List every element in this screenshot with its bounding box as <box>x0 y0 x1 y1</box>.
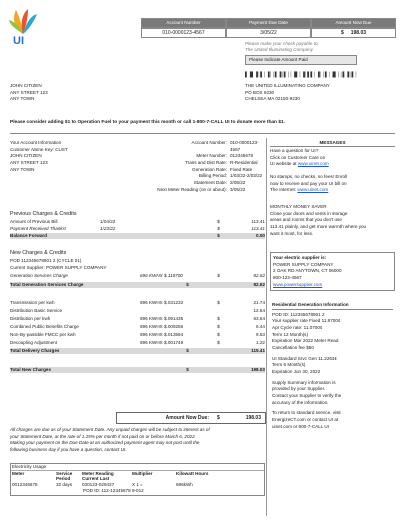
row-currency: $ <box>186 367 189 372</box>
column-divider <box>266 138 267 516</box>
usage-header-row <box>11 471 264 482</box>
field-label: Meter Number: <box>196 153 227 159</box>
message-line: areas and rooms that you don't use <box>270 217 342 223</box>
row-qty <box>140 308 192 314</box>
remit-box: PO BOX 9230 <box>245 89 275 95</box>
info-line: Apr Cycle rate: 11.0700¢ <box>272 324 323 330</box>
late-payment-disclaimer <box>10 427 265 454</box>
current-supplier-line: Current Supplier: POWER SUPPLY COMPANY <box>10 265 107 270</box>
message-line: UI website at <box>270 161 297 167</box>
disclaimer-line: following business day if you have a question, contact UI. <box>10 446 127 452</box>
row-qty: 696 KWHX $.009256 <box>140 324 184 329</box>
info-line: Term 12 Month(s) <box>272 331 308 337</box>
operation-fuel-note: Please consider adding $1 to Operation Fuel to your payment this month or call 1-800-7-CALL UI to donate more than $1. <box>10 120 285 125</box>
info-line: POD ID: 112345678901 2 <box>272 311 325 317</box>
field-row <box>70 180 265 187</box>
indicate-amount-paid-field[interactable]: Please Indicate Amount Paid <box>245 55 357 65</box>
field-value: 012345678 <box>230 153 253 159</box>
info-line: uinet.com or 800-7-CALL UI <box>272 423 330 429</box>
total-generation-row <box>10 282 265 288</box>
info-line: Your supplier rate Fixed 11.8700¢ <box>272 318 341 324</box>
field-row <box>70 167 265 174</box>
amount-now-due-box <box>116 412 266 424</box>
usage-pod-line: POD ID: 112-12345678 9-012 <box>83 487 144 493</box>
field-label: Billing Period: <box>198 173 227 179</box>
message-paperless <box>270 174 395 194</box>
residential-title: Residential Generation Information <box>272 302 393 310</box>
barcode: ▌▐▌▐│▌│▐││▌▐│▌││▐▌│▐│▌▌│▐││▌│▐▌││▌▐│▌│ <box>245 72 358 78</box>
row-currency: $ <box>186 348 189 353</box>
account-number-value: 010-0000123-4567 <box>141 28 226 38</box>
uinet-link[interactable]: www.uinet.com <box>297 161 329 167</box>
row-label: Transmission per kwh <box>10 300 55 305</box>
row-label: Distribution per kwh <box>10 316 51 321</box>
amount-due-label: Amount Now Due: <box>165 415 209 421</box>
row-currency: $ <box>217 219 220 224</box>
field-row <box>70 187 265 194</box>
tear-line <box>10 133 395 134</box>
table-row <box>10 219 265 225</box>
row-currency <box>192 308 245 314</box>
disclaimer-line: your Statement Date, at the rate of 1.25% per month if not paid on or before March 6, 2022. <box>10 433 196 439</box>
customer-name: JOHN CITIZEN <box>10 83 42 88</box>
usage-meter: 0012345678 <box>12 482 38 488</box>
info-line: Expiration Mar 2022 Meter Read <box>272 338 339 344</box>
row-currency: $ <box>217 300 220 305</box>
row-label: Amount of Previous Bill <box>10 219 58 224</box>
total-delivery-row <box>10 348 265 354</box>
electricity-usage-table <box>10 463 265 496</box>
usage-col-period: Service Period <box>56 470 73 482</box>
info-line: Cancellation fee $50 <box>272 344 314 350</box>
usage-kwh: 696kWh <box>176 482 193 488</box>
messages-title: MESSAGES <box>270 140 395 147</box>
pod-line: POD 112345678901 2 (CYCLE 01) <box>10 258 82 263</box>
account-customer-name: JOHN CITIZEN <box>10 153 42 159</box>
info-line: Term 6 Month(s) <box>272 362 306 368</box>
field-label: Account Number: <box>191 140 227 145</box>
table-row <box>10 340 265 346</box>
account-info-title: Your Account Information <box>10 140 62 145</box>
usage-title: Electricity Usage <box>11 464 264 471</box>
message-money-saver <box>270 204 395 237</box>
field-value: 010-0000123-4567 <box>230 140 259 152</box>
row-currency: $ <box>217 226 220 231</box>
remit-city: CHELSEA MA 02150-9230 <box>245 96 300 102</box>
row-amount: 1.22 <box>256 340 265 345</box>
row-currency: $ <box>186 282 189 287</box>
payable-note-text: Please make your check payable to: <box>245 41 319 46</box>
usage-col-kwh: Kilowatt Hours <box>176 470 209 476</box>
message-line: now to receive and pay your UI bill on <box>270 180 347 186</box>
table-row <box>10 324 265 330</box>
amount-due-total: 198.03 <box>245 415 261 421</box>
disclaimer-line: Making your payment on the Due Date at an authorized payment agent may not post until the <box>10 440 200 446</box>
message-line: Have a question for UI? <box>270 148 319 153</box>
message-line: 113.41 plainly, and get more warmth where you <box>270 223 367 229</box>
row-label: Payment Received Thanks! <box>10 226 67 231</box>
row-label: Combined Public Benefits Charge <box>10 324 79 329</box>
table-row <box>10 316 265 322</box>
field-label: Trans and Dist Rate: <box>185 159 227 165</box>
row-label: Decoupling Adjustment <box>10 340 57 345</box>
field-value: 1/03/22-2/03/22 <box>230 173 263 179</box>
row-qty: 696 KWHX $.118700 <box>140 273 183 278</box>
field-value: R-Residential <box>230 159 258 165</box>
row-label: Distribution Basic Service <box>10 308 63 313</box>
row-currency: $ <box>217 233 220 238</box>
row-amount: 113.41 <box>251 219 265 224</box>
amount-symbol: $ <box>340 29 344 36</box>
message-line: No stamps, no checks, no fees! Enroll <box>270 174 348 179</box>
row-qty: 696 KWHX $.091435 <box>140 316 184 321</box>
message-line: Close your doors and vents in storage <box>270 210 348 216</box>
row-amount: 0.00 <box>256 233 265 238</box>
message-line: Click on Customer Care on <box>270 154 326 160</box>
info-line: UI Standard Srvc Gen 11.2263¢ <box>272 355 338 361</box>
info-line: EnergizeCT.com or contact UI at <box>272 416 339 422</box>
info-line: To return to standard service, visit <box>272 410 341 416</box>
row-amount: 113.41 <box>251 226 265 231</box>
table-row <box>10 226 265 232</box>
row-label: Total Generation Services Charge <box>10 282 84 287</box>
row-amount: 6.44 <box>256 324 265 329</box>
total-new-charges-row <box>10 367 265 373</box>
account-customer-town: ANY TOWN <box>10 166 35 172</box>
amount-due-currency: $ <box>217 415 220 421</box>
row-amount: 12.64 <box>253 308 265 313</box>
row-currency: $ <box>217 332 220 337</box>
row-qty: 696 KWHX $.001749 <box>140 340 184 345</box>
residential-generation-info <box>270 300 395 432</box>
disclaimer-line: All charges are due as of your Statement Date. Any unpaid charges will be subject to interest as of <box>10 427 210 432</box>
balance-forward-row <box>10 233 265 239</box>
row-date: 1/23/22 <box>100 226 116 231</box>
table-row <box>10 332 265 338</box>
remit-address <box>245 83 330 103</box>
usage-col-meter: Meter <box>12 470 25 476</box>
row-amount: 82.62 <box>253 282 265 287</box>
field-row <box>70 140 265 153</box>
row-qty: 696 KWHX $.013694 <box>140 332 184 337</box>
row-qty: 696 KWHX $.031232 <box>140 300 184 305</box>
supplier-website-link[interactable]: www.powersupplier.com <box>273 281 323 287</box>
row-label: Non-By-passible FMCC per kwh <box>10 332 76 337</box>
row-amount: 9.53 <box>256 332 265 337</box>
row-amount: 82.62 <box>253 273 265 278</box>
message-line: want it most, for less. <box>270 230 314 236</box>
field-row <box>70 153 265 160</box>
table-row <box>10 308 265 314</box>
header-due-date: Payment Due Date <box>226 18 311 28</box>
table-row <box>10 300 265 306</box>
usage-col-multiplier: Multiplier <box>132 470 153 476</box>
supplier-line: POWER SUPPLY COMPANY <box>273 261 334 267</box>
usage-reading: 030123-029427 <box>82 482 115 488</box>
account-customer-street: ANY STREET 123 <box>10 159 48 165</box>
field-row <box>70 173 265 180</box>
usage-multiplier: X 1 = <box>132 482 143 488</box>
customer-key-label: Customer Name Key: <box>10 146 54 152</box>
field-value: 3/05/22 <box>230 186 246 192</box>
row-amount: 21.74 <box>253 300 265 305</box>
uinet-link[interactable]: www.uinet.com <box>297 187 329 193</box>
new-charges-title: New Charges & Credits <box>10 250 67 256</box>
field-row <box>70 160 265 167</box>
row-label: Generation Services Charge <box>10 273 68 278</box>
amount-due-value <box>311 28 396 38</box>
row-currency: $ <box>217 340 220 345</box>
usage-days: 32 days <box>56 482 73 488</box>
customer-street: ANY STREET 123 <box>10 89 48 95</box>
payable-note <box>245 41 395 52</box>
info-line: Supply Summary information is <box>272 379 336 385</box>
row-amount: 115.41 <box>251 348 265 353</box>
row-currency: $ <box>217 324 220 329</box>
info-line: provided by your Supplier. <box>272 386 326 392</box>
header-account-number: Account Number <box>141 18 226 28</box>
field-label: Statement Date: <box>193 179 227 185</box>
row-currency: $ <box>217 316 220 321</box>
amount-number: 198.03 <box>350 29 367 36</box>
info-line: Expiration Jun 30, 2022 <box>272 368 321 374</box>
field-value: 2/05/22 <box>230 179 246 185</box>
row-amount: 198.03 <box>250 367 265 372</box>
row-date: 1/04/22 <box>100 219 116 224</box>
supplier-box <box>270 252 395 291</box>
mailing-address <box>10 83 48 103</box>
row-label: Balance Forward <box>10 233 48 238</box>
field-label: Generation Rate: <box>192 166 227 172</box>
info-line: accuracy of the information. <box>272 399 329 405</box>
row-label: Total New Charges <box>10 367 52 372</box>
supplier-line: Your electric supplier is: <box>273 255 327 260</box>
message-line: The Internet: <box>270 187 297 193</box>
supplier-line: 800-123-4567 <box>273 274 302 280</box>
customer-town: ANY TOWN <box>10 96 35 102</box>
customer-key-value: CUST <box>55 146 68 152</box>
message-line: MONTHLY MONEY SAVER <box>270 204 327 209</box>
row-currency: $ <box>217 273 220 278</box>
table-row <box>10 273 265 279</box>
payment-header <box>141 18 396 38</box>
row-amount: 63.64 <box>253 316 265 321</box>
remit-company: THE UNITED ILLUMINATING COMPANY <box>245 83 330 88</box>
previous-charges-title: Previous Charges & Credits <box>10 211 77 217</box>
field-label: Next Meter Reading (on or about): <box>157 186 227 192</box>
header-amount-due: Amount Now Due <box>311 18 396 28</box>
info-line: Contact your Supplier to verify the <box>272 392 342 398</box>
logo-text: UI <box>13 35 24 47</box>
message-customer-care <box>270 148 395 168</box>
usage-col-reading: Meter Reading Current Last <box>82 470 114 482</box>
row-label: Total Delivery Charges <box>10 348 60 353</box>
field-value: Fixed Rate <box>230 166 253 172</box>
account-info-fields <box>70 140 265 193</box>
due-date-value: 3/05/22 <box>226 28 311 38</box>
supplier-line: 2 OAK RD ANYTOWN, CT 06000 <box>273 268 342 274</box>
payable-to-text: The United Illuminating Company <box>245 46 313 52</box>
